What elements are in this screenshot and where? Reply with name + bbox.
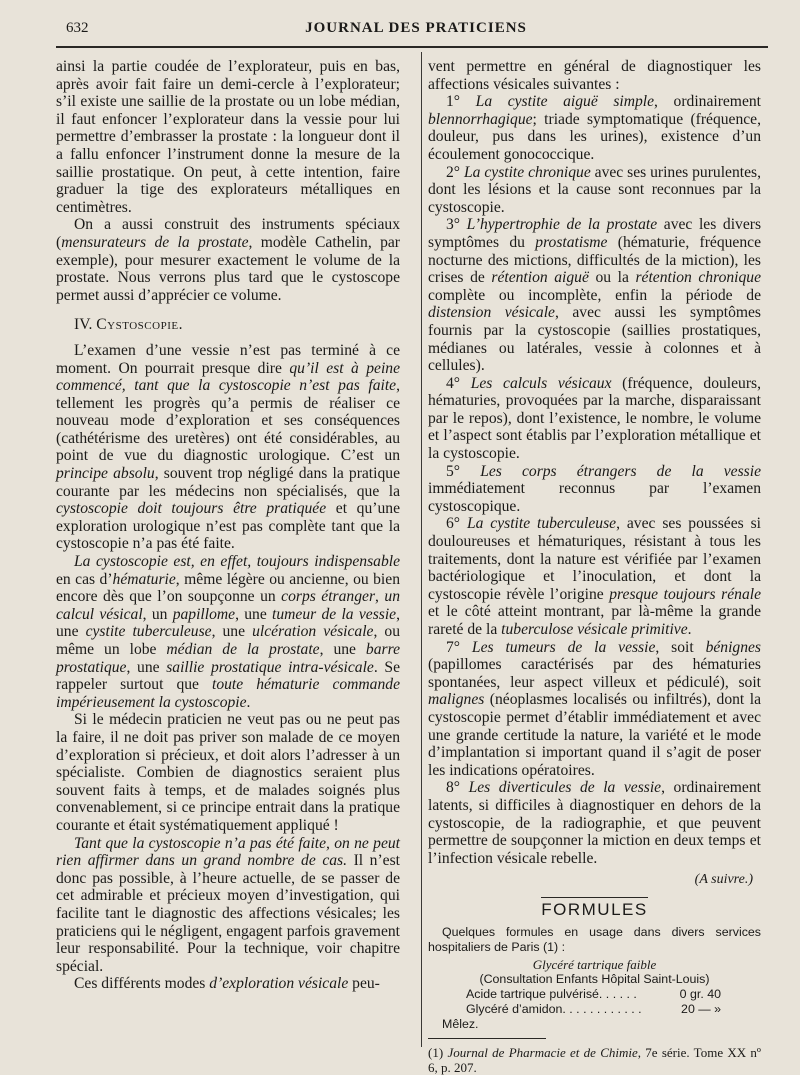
list-item: 5° Les corps étrangers de la vessie immédiatement reconnus par l’examen cystoscopique.	[428, 462, 761, 515]
right-column	[428, 58, 761, 1075]
left-column	[56, 58, 400, 993]
list-item: 8° Les diverticules de la vessie, ordinairement latents, si difficiles à diagnostiquer en dehors de la cystoscopie, de la radiographie, et que peuvent permettre de soupçonner la miction en deux temps et l’infection vésicale rebelle.	[428, 779, 761, 867]
footnote-rule	[428, 1038, 546, 1039]
to-be-continued: (A suivre.)	[694, 872, 753, 888]
paragraph: vent permettre en général de diagnostiquer les affections vésicales suivantes :	[428, 58, 761, 93]
paragraph: Ces différents modes d’exploration vésicale peu-	[74, 975, 380, 993]
formula-name: Glycéré tartrique faible	[532, 956, 657, 972]
paragraph: Si le médecin praticien ne veut pas ou ne peut pas la faire, il ne doit pas priver son malade de ce moyen d’exploration si précieux, et doit alors l’adresser à un spécialiste. Combien de diagnostics seraient plus souvent faits à temps, et de malades soignés plus convenablement, si ce principe entrait dans la pratique courante et était systématiquement appliqué !	[56, 711, 400, 834]
list-item: 4° Les calculs vésicaux (fréquence, douleurs, hématuries, provoquées par la marche, disparaissant par le repos), dont l’existence, le nombre, le volume et l’aspect sont établis par l’exploration métallique et la cystoscopie.	[428, 374, 761, 463]
formules-heading: FORMULES	[428, 897, 761, 919]
formula-intro: Quelques formules en usage dans divers services hospitaliers de Paris (1) :	[428, 924, 761, 954]
ingredient-name: Acide tartrique pulvérisé. . . . . .	[466, 986, 637, 1001]
formula-source: (Consultation Enfants Hôpital Saint-Louis)	[479, 971, 710, 986]
ingredient-row	[428, 1002, 761, 1017]
page-header	[66, 18, 766, 42]
list-item: 1° La cystite aiguë simple, ordinairement blennorrhagique; triade symptomatique (fréquence, douleur, pus dans les urines), existence d’un écoulement gonococcique.	[428, 93, 761, 163]
formula-block	[428, 925, 761, 1032]
header-rule	[56, 46, 768, 48]
list-item: 2° La cystite chronique avec ses urines purulentes, dont les lésions et la cause sont reconnues par la cystoscopie.	[428, 163, 761, 216]
list-item: 3° L’hypertrophie de la prostate avec les divers symptômes du prostatisme (hématurie, fréquence nocturne des mictions, difficultés de la miction), les crises de rétention aiguë ou la rétention chronique complète ou incomplète, enfin la période de distension vésicale, avec aussi les symptômes fournis par la cystoscopie (saillies prostatiques, médianes ou latérales, vessie à colonnes et à cellules).	[428, 216, 762, 375]
paragraph: ainsi la partie coudée de l’explorateur, puis en bas, après avoir fait faire un demi-cercle à l’explorateur; s’il existe une saillie de la prostate ou un lobe médian, il faut enfoncer l’explorateur dans la vessie pour lui permettre d’embrasser la prostate : la longueur dont il a fallu enfoncer l’instrument donne la mesure de la saillie prostatique. On peut, à cette intention, faire graduer la tige des explorateurs métalliques en centimètres.	[56, 58, 400, 216]
list-item: 6° La cystite tuberculeuse, avec ses poussées si douloureuses et hématuriques, résistant à tous les traitements, dont la nature est vérifiée par l’examen bactériologique et l’inoculation, et dont la cystoscopie révèle l’origine presque toujours rénale et le côté atteint montrant, par là-même la grande rareté de la tuberculose vésicale primitive.	[428, 515, 762, 638]
section-heading: IV. Cystoscopie.	[74, 316, 183, 334]
ingredient-name: Glycéré d’amidon. . . . . . . . . . . .	[466, 1001, 642, 1016]
list-item: 7° Les tumeurs de la vessie, soit bénignes (papillomes caractérisés par des hématuries spontanées, leur aspect villeux et pédiculé), soit malignes (néoplasmes localisés ou infiltrés), dont la cystoscopie permet d’établir immédiatement et avec une grande certitude la nature, la variété et le mode d’implantation si important quand il s’agit de poser les indications opératoires.	[428, 638, 761, 779]
page-number: 632	[66, 20, 89, 36]
mix-instruction: Mêlez.	[442, 1016, 479, 1031]
column-divider	[421, 52, 422, 1047]
paragraph: On a aussi construit des instruments spéciaux (mensurateurs de la prostate, modèle Cathelin, par exemple), pour mesurer exactement le volume de la prostate. Nous verrons plus tard que le cystoscope permet aussi d’apprécier ce volume.	[56, 216, 400, 304]
ingredient-row	[428, 987, 761, 1002]
journal-title: JOURNAL DES PRATICIENS	[305, 20, 527, 36]
paragraph: Tant que la cystoscopie n’a pas été faite, on ne peut rien affirmer dans un grand nombre de cas. Il n’est donc pas possible, à l’heure actuelle, de se passer de cet admirable et précieux moyen d’investigation, qui facilite tant le diagnostic des affections vésicales; les praticiens qui le négligent, engagent parfois gravement leur responsabilité. Pour la technique, voir chapitre spécial.	[56, 834, 400, 975]
ingredient-quantity: 0 gr. 40	[679, 986, 721, 1001]
paragraph: L’examen d’une vessie n’est pas terminé à ce moment. On pourrait presque dire qu’il est à peine commencé, tant que la cystoscopie n’est pas faite, tellement les progrès qu’a permis de réaliser ce nouveau mode d’exploration et ses conséquences (cathétérisme des uretères) ont été considérables, au point de vue du diagnostic urologique. C’est un principe absolu, souvent trop négligé dans la pratique courante par les médecins non spécialisés, que la cystoscopie doit toujours être pratiquée et qu’une exploration urologique n’est pas complète tant que la cystoscopie n’a pas été faite.	[56, 341, 400, 553]
footnote: (1) Journal de Pharmacie et de Chimie, 7e série. Tome XX nº 6, p. 207.	[428, 1044, 761, 1075]
ingredient-quantity: 20 — »	[681, 1001, 721, 1016]
paragraph: La cystoscopie est, en effet, toujours indispensable en cas d’hématurie, même légère ou ancienne, ou bien encore dès que l’on soupçonne un corps étranger, un calcul vésical, un papillome, une tumeur de la vessie, une cystite tuberculeuse, une ulcération vésicale, ou même un lobe médian de la prostate, une barre prostatique, une saillie prostatique intra-vésicale. Se rappeler surtout que toute hématurie commande impérieusement la cystoscopie.	[56, 553, 401, 711]
